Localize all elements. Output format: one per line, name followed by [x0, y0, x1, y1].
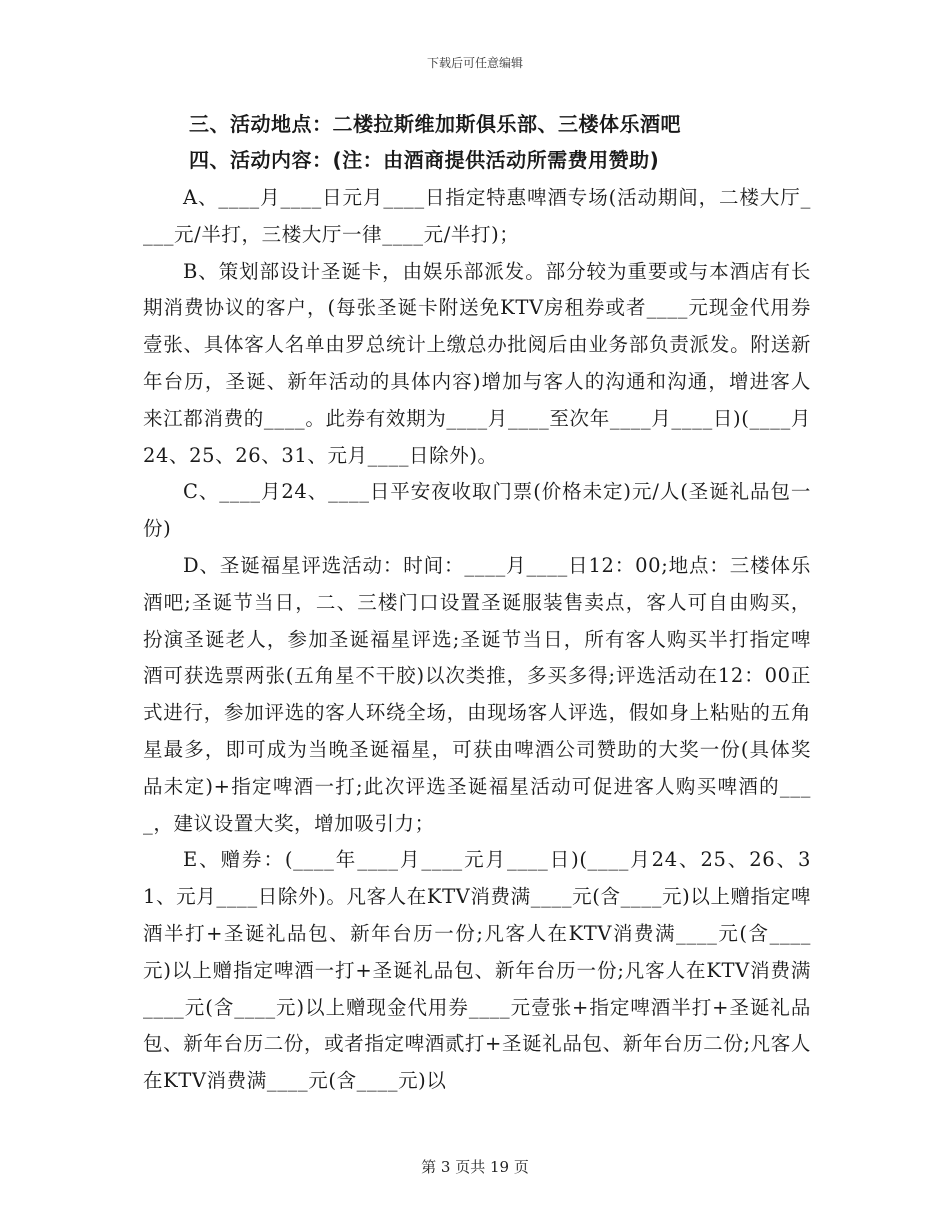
section-heading-venue: 三、活动地点：二楼拉斯维加斯俱乐部、三楼体乐酒吧	[189, 112, 681, 136]
page-header-note: 下载后可任意编辑	[426, 56, 523, 70]
paragraph-b: B、策划部设计圣诞卡，由娱乐部派发。部分较为重要或与本酒店有长期消费协议的客户，(每张圣诞卡附送免KTV房租券或者____元现金代用券壹张、具体客人名单由罗总统计上缴总办批阅后由业务部负责派发。附送新年台历，圣诞、新年活动的具体内容)增加与客人的沟通和沟通，增进客人来江都消费的____。此券有效期为____月____至次年____月____日)(____月24、25、26、31、元月____日除外)。	[143, 259, 811, 467]
page-number: 第 3 页共 19 页	[421, 1158, 529, 1176]
document-body	[143, 106, 811, 1100]
paragraph-e: E、赠券：(____年____月____元月____日)(____月24、25、26、31、元月____日除外)。凡客人在KTV消费满____元(含____元)以上赠指定啤酒半打+圣诞礼品包、新年台历一份;凡客人在KTV消费满____元(含____元)以上赠指定啤酒一打+圣诞礼品包、新年台历一份;凡客人在KTV消费满____元(含____元)以上赠现金代用券____元壹张+指定啤酒半打+圣诞礼品包、新年台历二份，或者指定啤酒贰打+圣诞礼品包、新年台历二份;凡客人在KTV消费满____元(含____元)以	[143, 848, 811, 1093]
paragraph-a: A、____月____日元月____日指定特惠啤酒专场(活动期间，二楼大厅____元/半打，三楼大厅一律____元/半打)；	[143, 186, 811, 246]
paragraph-d: D、圣诞福星评选活动：时间：____月____日12：00;地点：三楼体乐酒吧;圣诞节当日，二、三楼门口设置圣诞服装售卖点，客人可自由购买，扮演圣诞老人，参加圣诞福星评选;圣诞节当日，所有客人购买半打指定啤酒可获选票两张(五角星不干胶)以次类推，多买多得;评选活动在12：00正式进行，参加评选的客人环绕全场，由现场客人评选，假如身上粘贴的五角星最多，即可成为当晚圣诞福星，可获由啤酒公司赞助的大奖一份(具体奖品未定)+指定啤酒一打;此次评选圣诞福星活动可促进客人购买啤酒的____，建议设置大奖，增加吸引力；	[143, 553, 811, 835]
section-heading-content: 四、活动内容：(注：由酒商提供活动所需费用赞助)	[189, 148, 660, 172]
paragraph-c: C、____月24、____日平安夜收取门票(价格未定)元/人(圣诞礼品包一份)	[143, 480, 811, 541]
